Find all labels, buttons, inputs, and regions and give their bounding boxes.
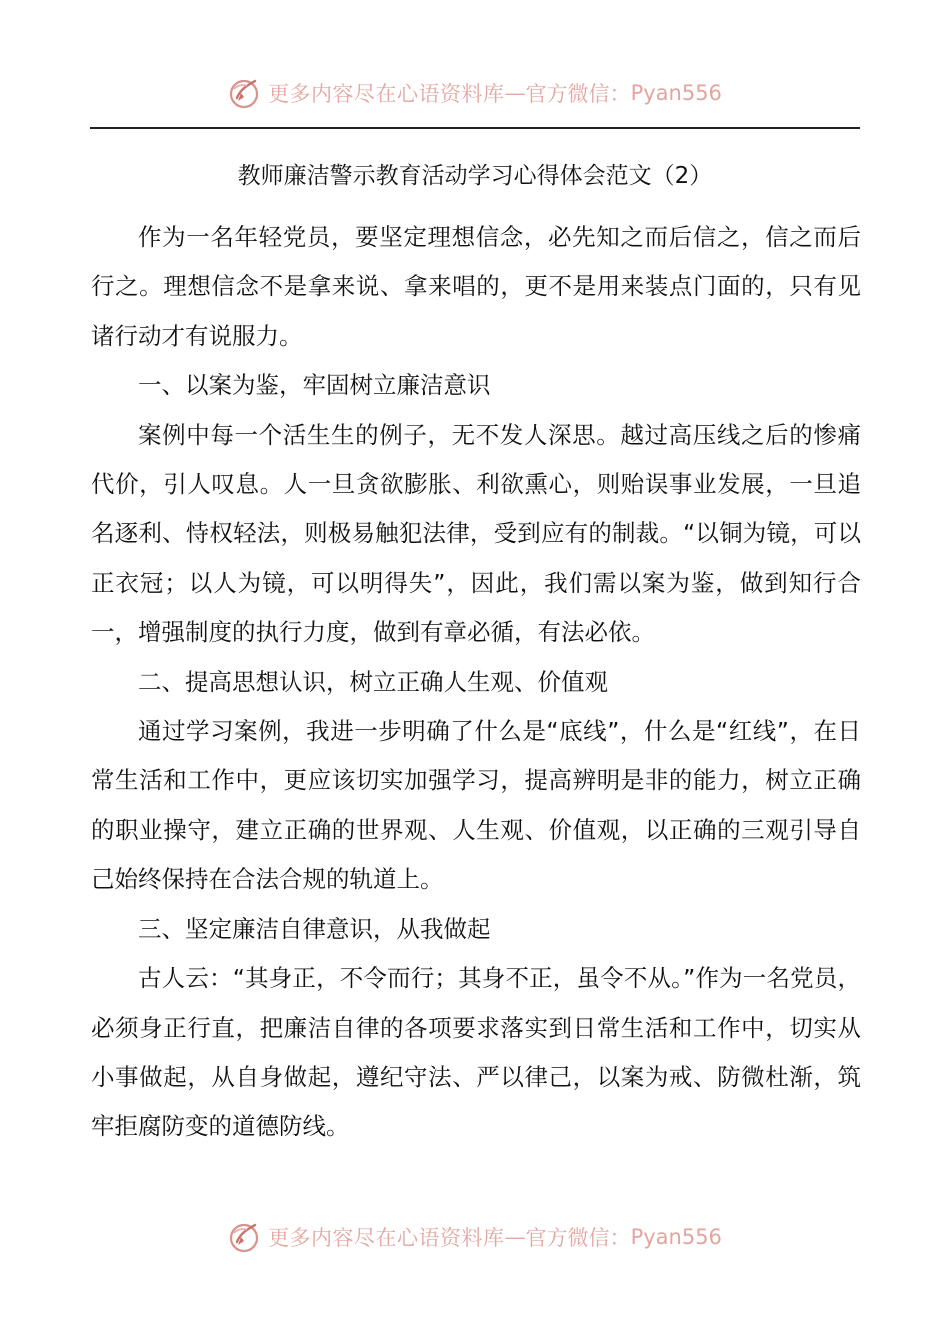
- section-heading: 三、坚定廉洁自律意识，从我做起: [138, 914, 491, 943]
- pen-logo-icon: [228, 76, 262, 110]
- header-watermark: [0, 71, 950, 115]
- document-body: [91, 213, 861, 1152]
- document-title: 教师廉洁警示教育活动学习心得体会范文（2）: [237, 163, 713, 189]
- watermark-separator: —: [504, 81, 526, 105]
- watermark-text: 更多内容尽在心语资料库: [268, 82, 505, 106]
- section-heading: 一、以案为鉴，牢固树立廉洁意识: [138, 371, 491, 400]
- watermark-contact-label: 官方微信：: [525, 1226, 631, 1250]
- paragraph: 古人云：“其身正，不令而行；其身不正，虽令不从。”作为一名党员，必须身正行直，把廉洁自律的各项要求落实到日常生活和工作中，切实从小事做起，从自身做起，遵纪守法、严以律己，以案为戒、防微杜渐，筑牢拒腐防变的道德防线。: [91, 964, 861, 1141]
- footer-watermark: [0, 1215, 950, 1259]
- paragraph: 通过学习案例，我进一步明确了什么是“底线”，什么是“红线”，在日常生活和工作中，更应该切实加强学习，提高辨明是非的能力，树立正确的职业操守，建立正确的世界观、人生观、价值观，以正确的三观引导自己始终保持在合法合规的轨道上。: [91, 717, 861, 894]
- watermark-separator: —: [504, 1225, 526, 1249]
- pen-logo-icon: [228, 1220, 262, 1254]
- section-heading: 二、提高思想认识，树立正确人生观、价值观: [138, 667, 608, 696]
- watermark-text: 更多内容尽在心语资料库: [268, 1226, 505, 1250]
- watermark-contact-label: 官方微信：: [525, 82, 631, 106]
- watermark-contact-handle: Pyan556: [630, 1225, 722, 1249]
- header-divider: [90, 127, 860, 129]
- paragraph: 作为一名年轻党员，要坚定理想信念，必先知之而后信之，信之而后行之。理想信念不是拿来说、拿来唱的，更不是用来装点门面的，只有见诸行动才有说服力。: [91, 223, 861, 350]
- paragraph: 案例中每一个活生生的例子，无不发人深思。越过高压线之后的惨痛代价，引人叹息。人一旦贪欲膨胀、利欲熏心，则贻误事业发展，一旦追名逐利、恃权轻法，则极易触犯法律，受到应有的制裁。“以铜为镜，可以正衣冠；以人为镜，可以明得失”，因此，我们需以案为鉴，做到知行合一，增强制度的执行力度，做到有章必循，有法必依。: [91, 420, 861, 647]
- watermark-contact-handle: Pyan556: [630, 81, 722, 105]
